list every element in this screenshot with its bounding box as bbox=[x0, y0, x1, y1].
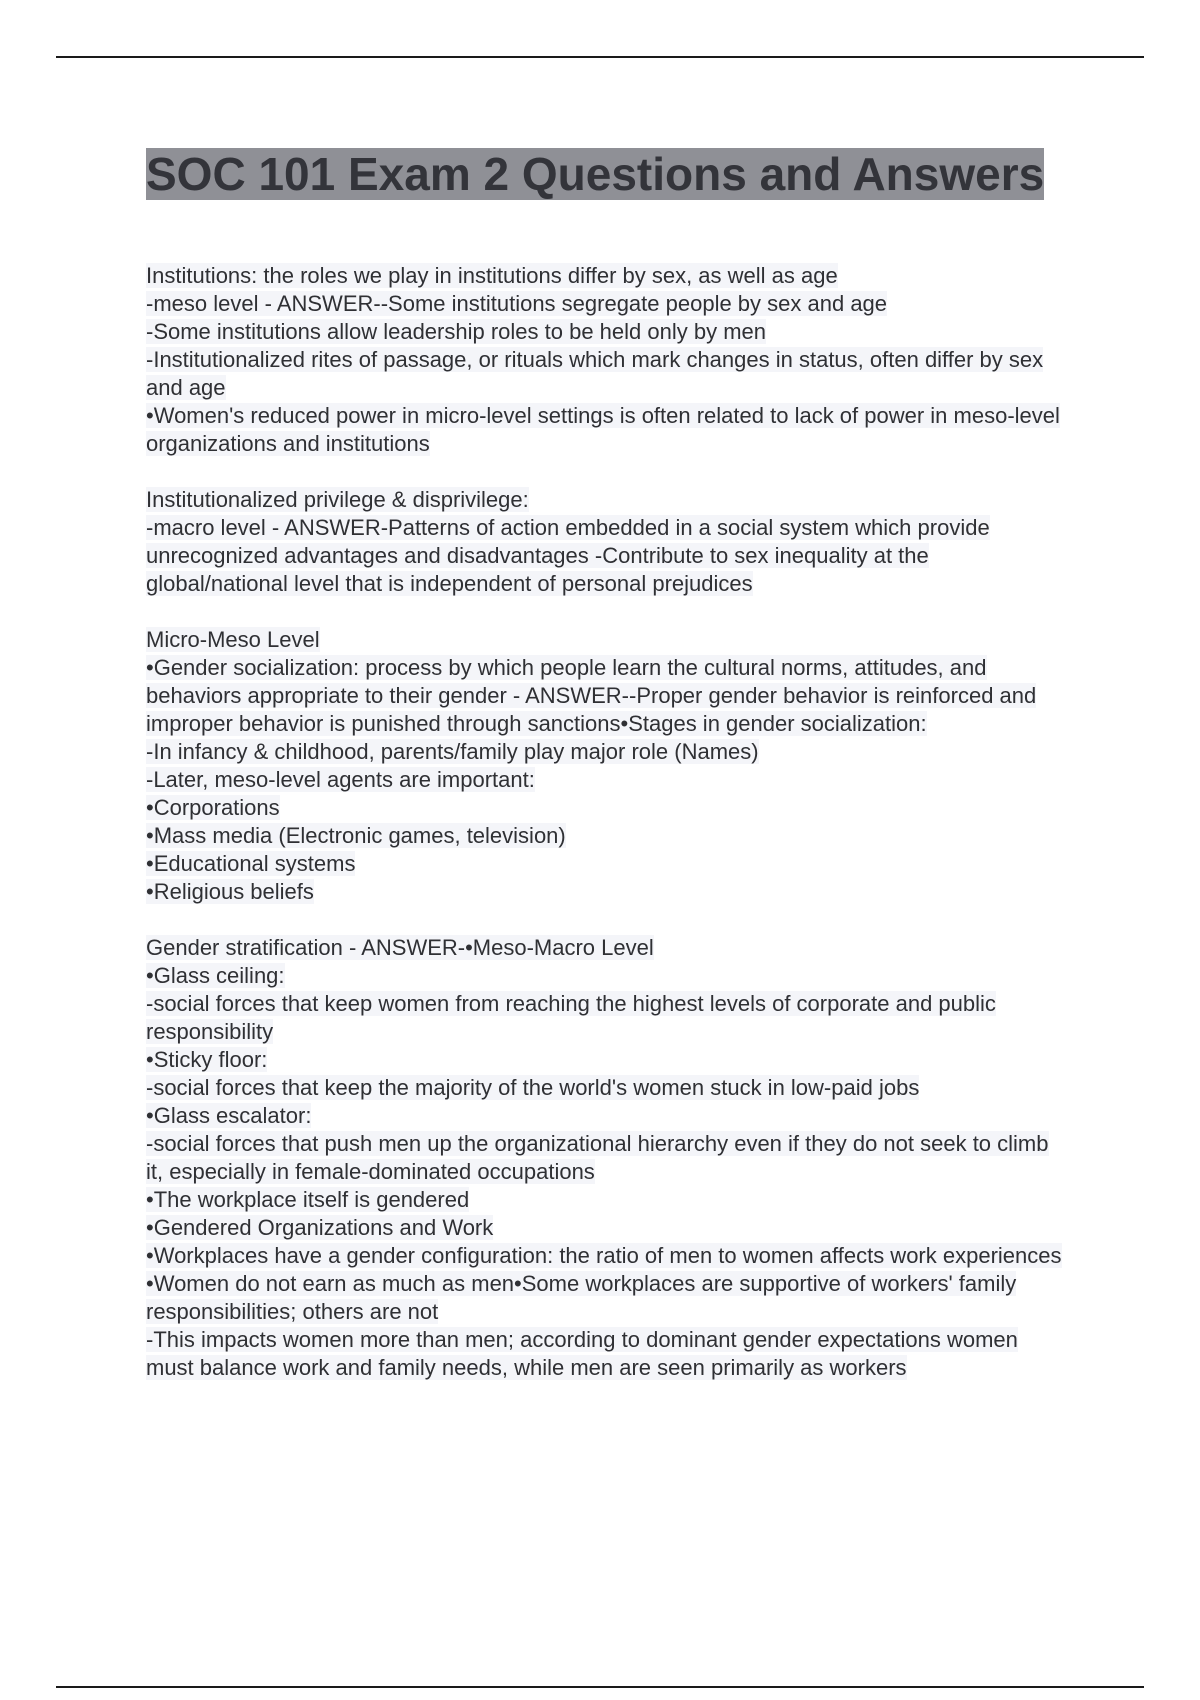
text-line: •Religious beliefs bbox=[146, 879, 314, 904]
text-line: •Glass escalator: bbox=[146, 1103, 312, 1128]
text-line: Institutionalized privilege & disprivilege: bbox=[146, 487, 529, 512]
text-line: •Gender socialization: process by which people learn the cultural norms, attitudes, and behaviors appropriate to their gender - ANSWER--Proper gender behavior is reinforced and improper behavior is punished through sanctions•Stages in gender socialization: bbox=[146, 655, 1037, 736]
text-line: Gender stratification - ANSWER-•Meso-Macro Level bbox=[146, 935, 654, 960]
text-line: •Women's reduced power in micro-level settings is often related to lack of power in meso-level organizations and institutions bbox=[146, 403, 1060, 456]
qa-block bbox=[146, 934, 1066, 1382]
text-line: Micro-Meso Level bbox=[146, 627, 320, 652]
document-page bbox=[146, 146, 1066, 1410]
header-rule bbox=[56, 56, 1144, 58]
text-line: •Mass media (Electronic games, television) bbox=[146, 823, 566, 848]
text-line: -macro level - ANSWER-Patterns of action embedded in a social system which provide unrecognized advantages and disadvantages -Contribute to sex inequality at the global/national level that is independent of personal prejudices bbox=[146, 515, 990, 596]
text-line: •The workplace itself is gendered bbox=[146, 1187, 470, 1212]
text-line: •Educational systems bbox=[146, 851, 356, 876]
qa-block bbox=[146, 262, 1066, 458]
text-line: •Glass ceiling: bbox=[146, 963, 285, 988]
text-line: -This impacts women more than men; according to dominant gender expectations women must balance work and family needs, while men are seen primarily as workers bbox=[146, 1327, 1018, 1380]
footer-rule bbox=[56, 1686, 1144, 1688]
text-line: -social forces that push men up the organizational hierarchy even if they do not seek to climb it, especially in female-dominated occupations bbox=[146, 1131, 1049, 1184]
text-line: •Sticky floor: bbox=[146, 1047, 268, 1072]
text-line: -In infancy & childhood, parents/family play major role (Names) bbox=[146, 739, 759, 764]
text-line: -Some institutions allow leadership roles to be held only by men bbox=[146, 319, 766, 344]
text-line: Institutions: the roles we play in institutions differ by sex, as well as age bbox=[146, 263, 838, 288]
qa-block bbox=[146, 486, 1066, 598]
text-line: •Workplaces have a gender configuration: the ratio of men to women affects work experiences bbox=[146, 1243, 1062, 1268]
text-line: •Women do not earn as much as men•Some workplaces are supportive of workers' family responsibilities; others are not bbox=[146, 1271, 1017, 1324]
text-line: •Corporations bbox=[146, 795, 280, 820]
text-line: •Gendered Organizations and Work bbox=[146, 1215, 494, 1240]
qa-block bbox=[146, 626, 1066, 906]
text-line: -meso level - ANSWER--Some institutions segregate people by sex and age bbox=[146, 291, 888, 316]
text-line: -Later, meso-level agents are important: bbox=[146, 767, 535, 792]
text-line: -Institutionalized rites of passage, or rituals which mark changes in status, often differ by sex and age bbox=[146, 347, 1044, 400]
qa-list bbox=[146, 262, 1066, 1382]
text-line: -social forces that keep women from reaching the highest levels of corporate and public responsibility bbox=[146, 991, 996, 1044]
document-title: SOC 101 Exam 2 Questions and Answers bbox=[146, 148, 1045, 200]
text-line: -social forces that keep the majority of the world's women stuck in low-paid jobs bbox=[146, 1075, 920, 1100]
